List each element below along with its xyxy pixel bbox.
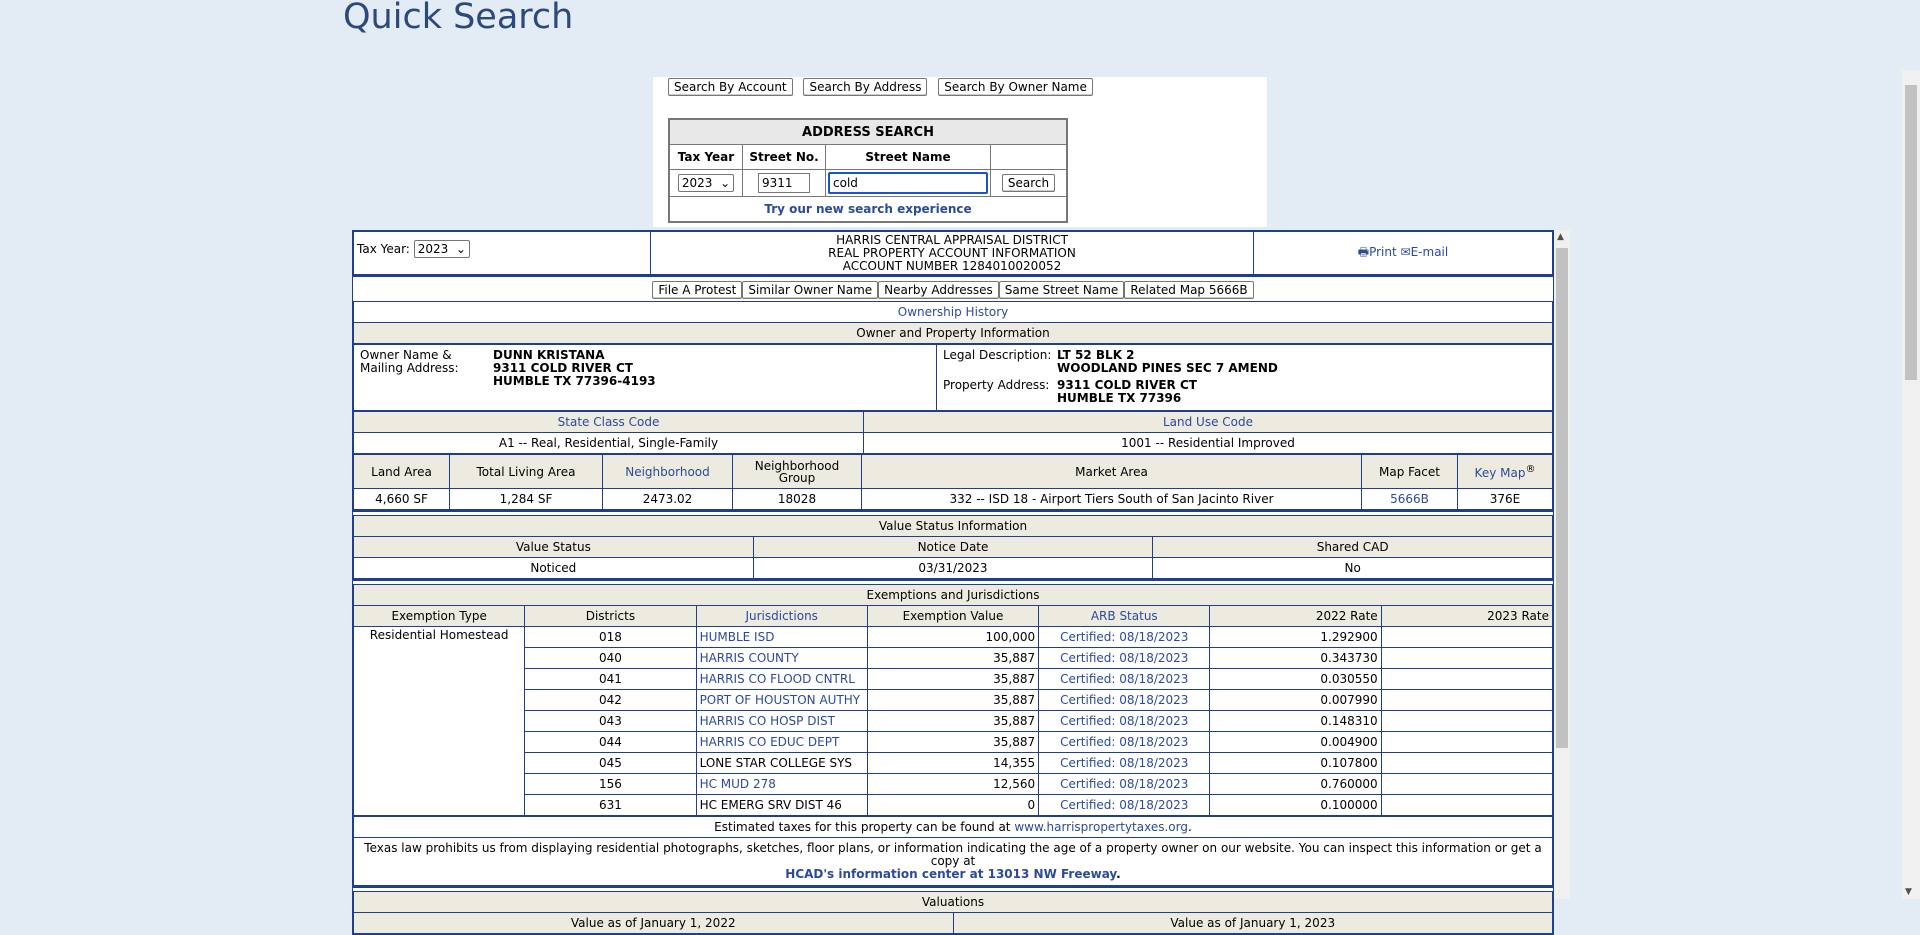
neighborhood-link[interactable]: Neighborhood: [625, 464, 710, 479]
exemptions-table: [353, 584, 1553, 816]
exemption-type-header: Exemption Type: [354, 606, 525, 627]
exemption-value-cell: [867, 690, 1038, 711]
exemption-row: [354, 648, 1553, 669]
exemption-value: 35,887: [993, 714, 1036, 728]
arb-status-link[interactable]: Certified: 08/18/2023: [1060, 651, 1189, 665]
estimated-taxes-suffix: .: [1187, 820, 1192, 834]
mailing-line-1: 9311 COLD RIVER CT: [493, 361, 633, 375]
page-title: Quick Search: [343, 0, 574, 37]
rate-2022-value: 0.760000: [1320, 777, 1378, 791]
chevron-down-icon: ⌄: [720, 176, 731, 190]
registered-mark: ®: [1525, 463, 1536, 475]
exemption-value: 35,887: [993, 735, 1036, 749]
rate-2022-value-cell: [1210, 732, 1381, 753]
district-code-cell: [525, 627, 696, 648]
exemptions-footer: [353, 816, 1553, 886]
exemption-row: [354, 795, 1553, 816]
exemption-value: 35,887: [993, 651, 1036, 665]
valuation-2022-header: Value as of January 1, 2022: [354, 913, 954, 934]
valuation-2023-header: Value as of January 1, 2023: [953, 913, 1553, 934]
tax-year-header: Tax Year: [670, 145, 743, 170]
district-code-cell: [525, 669, 696, 690]
exemption-value-cell: [867, 669, 1038, 690]
neighborhood-group-header-2: Group: [778, 470, 816, 485]
district-code: 043: [598, 714, 622, 728]
arb-status-link-cell: [1039, 732, 1210, 753]
arb-status-link[interactable]: Certified: 08/18/2023: [1060, 672, 1189, 686]
exemption-value-cell: [867, 795, 1038, 816]
arb-status-link-cell: [1039, 774, 1210, 795]
jurisdiction-name[interactable]: HARRIS CO EDUC DEPT: [699, 735, 840, 749]
rate-2022-value-cell: [1210, 690, 1381, 711]
owner-name: DUNN KRISTANA: [493, 348, 605, 362]
rate-2022-value: 1.292900: [1320, 630, 1378, 644]
street-no-header: Street No.: [743, 145, 826, 170]
district-code-cell: [525, 648, 696, 669]
blank-header: [991, 145, 1067, 170]
jurisdiction-name-cell: [696, 648, 867, 669]
property-address-line-1: 9311 COLD RIVER CT: [1057, 378, 1197, 392]
district-code-cell: [525, 795, 696, 816]
exemption-value-cell: [867, 627, 1038, 648]
detail-tax-year-value: 2023: [417, 242, 449, 256]
jurisdiction-name[interactable]: HUMBLE ISD: [699, 630, 775, 644]
owner-label-1: Owner Name &: [360, 348, 452, 362]
rate-2023-value-cell: [1381, 711, 1552, 732]
district-code-cell: [525, 774, 696, 795]
page-scroll-thumb[interactable]: [1905, 85, 1917, 380]
account-header: [353, 231, 1553, 275]
legal-label: Legal Description:: [943, 348, 1052, 362]
harris-property-taxes-link[interactable]: www.harrispropertytaxes.org: [1014, 820, 1188, 834]
district-code-cell: [525, 690, 696, 711]
key-map-value: 376E: [1458, 489, 1553, 510]
notice-date-header: Notice Date: [753, 537, 1153, 558]
related-map-button[interactable]: Related Map 5666B: [1124, 281, 1253, 299]
shared-cad-header: Shared CAD: [1153, 537, 1553, 558]
property-address-line-2: HUMBLE TX 77396: [1057, 391, 1182, 405]
market-area-header: Market Area: [862, 455, 1362, 489]
arb-status-link-cell: [1039, 753, 1210, 774]
district-code: 018: [598, 630, 622, 644]
jurisdiction-name[interactable]: HARRIS COUNTY: [699, 651, 799, 665]
street-no-input[interactable]: 9311: [758, 173, 810, 193]
exemption-value-cell: [867, 711, 1038, 732]
arb-status-link[interactable]: Certified: 08/18/2023: [1060, 630, 1189, 644]
account-number: ACCOUNT NUMBER 1284010020052: [842, 258, 1062, 273]
value-status-value: Noticed: [354, 558, 754, 579]
rate-2023-value-cell: [1381, 732, 1552, 753]
email-label: E-mail: [1410, 244, 1449, 259]
exemption-value: 12,560: [993, 777, 1036, 791]
arb-status-link-cell: [1039, 690, 1210, 711]
exemption-row: [354, 627, 1553, 648]
market-area-value: 332 -- ISD 18 - Airport Tiers South of San Jacinto River: [862, 489, 1362, 510]
search-panel: [653, 77, 1267, 227]
information-center-link[interactable]: HCAD's information center at 13013 NW Freeway: [785, 867, 1117, 881]
rate-2022-header: 2022 Rate: [1210, 606, 1381, 627]
living-area-header: Total Living Area: [450, 455, 603, 489]
rate-2023-value-cell: [1381, 627, 1552, 648]
rate-2023-value-cell: [1381, 774, 1552, 795]
jurisdiction-name: HC EMERG SRV DIST 46: [699, 798, 842, 812]
key-map-link[interactable]: Key Map: [1474, 465, 1526, 480]
similar-owner-button[interactable]: Similar Owner Name: [742, 281, 878, 299]
notice-suffix: .: [1116, 867, 1121, 881]
rate-2022-value-cell: [1210, 774, 1381, 795]
district-code-cell: [525, 732, 696, 753]
district-code: 042: [598, 693, 622, 707]
rate-2022-value: 0.004900: [1320, 735, 1378, 749]
owner-label-2: Mailing Address:: [360, 361, 459, 375]
jurisdiction-name: LONE STAR COLLEGE SYS: [699, 756, 853, 770]
district-code: 041: [598, 672, 622, 686]
exemption-type-value: Residential Homestead: [354, 627, 525, 816]
jurisdiction-name-cell: [696, 774, 867, 795]
jurisdiction-name[interactable]: PORT OF HOUSTON AUTHY: [699, 693, 861, 707]
tax-year-value: 2023: [681, 176, 713, 190]
rate-2023-value-cell: [1381, 753, 1552, 774]
exemption-value-cell: [867, 732, 1038, 753]
estimated-taxes-text: Estimated taxes for this property can be found at: [714, 820, 1015, 834]
account-detail: [352, 230, 1554, 935]
arb-status-link-cell: [1039, 648, 1210, 669]
district-code: 044: [598, 735, 622, 749]
same-street-button[interactable]: Same Street Name: [999, 281, 1125, 299]
mailing-line-2: HUMBLE TX 77396-4193: [493, 374, 656, 388]
exemption-value-cell: [867, 753, 1038, 774]
detail-scrollbar[interactable]: [1554, 230, 1570, 899]
neighborhood-value: 2473.02: [603, 489, 733, 510]
exemption-row: [354, 774, 1553, 795]
rate-2022-value-cell: [1210, 627, 1381, 648]
notice-date-value: 03/31/2023: [753, 558, 1153, 579]
rate-2022-value: 0.107800: [1320, 756, 1378, 770]
land-info: [353, 454, 1553, 510]
jurisdiction-name-cell: [696, 627, 867, 648]
district-code: 156: [598, 777, 622, 791]
ownership-history-link[interactable]: Ownership History: [897, 305, 1009, 319]
street-name-header: Street Name: [826, 145, 991, 170]
rate-2022-value-cell: [1210, 669, 1381, 690]
value-status-header: Value Status: [354, 537, 754, 558]
district-name: HARRIS CENTRAL APPRAISAL DISTRICT: [836, 232, 1068, 247]
value-status-title: Value Status Information: [354, 516, 1553, 537]
rate-2022-value: 0.100000: [1320, 798, 1378, 812]
exemption-row: [354, 753, 1553, 774]
rate-2022-value-cell: [1210, 753, 1381, 774]
exemption-value-header: Exemption Value: [867, 606, 1038, 627]
jurisdiction-name[interactable]: HC MUD 278: [699, 777, 776, 791]
rate-2023-value-cell: [1381, 795, 1552, 816]
jurisdiction-name-cell: [696, 669, 867, 690]
district-code: 040: [598, 651, 622, 665]
shared-cad-value: No: [1153, 558, 1553, 579]
rate-2023-header: 2023 Rate: [1381, 606, 1552, 627]
jurisdiction-name-cell: [696, 795, 867, 816]
rate-2022-value-cell: [1210, 648, 1381, 669]
land-use-value: 1001 -- Residential Improved: [864, 433, 1553, 454]
value-status: [353, 515, 1553, 579]
arb-status-link-cell: [1039, 669, 1210, 690]
jurisdiction-name-cell: [696, 711, 867, 732]
arb-status-link[interactable]: ARB Status: [1090, 609, 1158, 623]
search-tabs: [668, 78, 1100, 96]
class-codes: [353, 411, 1553, 454]
exemptions-title: Exemptions and Jurisdictions: [354, 585, 1553, 606]
exemption-value: 100,000: [985, 630, 1036, 644]
scroll-thumb[interactable]: [1556, 248, 1568, 748]
map-facet-header: Map Facet: [1362, 455, 1458, 489]
print-link[interactable]: [1358, 245, 1397, 259]
jurisdiction-name[interactable]: HARRIS CO HOSP DIST: [699, 714, 835, 728]
arb-status-link[interactable]: Certified: 08/18/2023: [1060, 714, 1189, 728]
rate-2022-value: 0.148310: [1320, 714, 1378, 728]
rate-2023-value-cell: [1381, 690, 1552, 711]
exemption-row: [354, 690, 1553, 711]
rate-2022-value-cell: [1210, 795, 1381, 816]
arb-status-link[interactable]: Certified: 08/18/2023: [1060, 777, 1189, 791]
exemption-row: [354, 711, 1553, 732]
exemption-value-cell: [867, 774, 1038, 795]
photo-notice-text: Texas law prohibits us from displaying residential photographs, sketches, floor plans, or information indicating the age of a property owner on our website. You can inspect this information or get a copy at: [364, 841, 1542, 868]
state-class-value: A1 -- Real, Residential, Single-Family: [354, 433, 864, 454]
tax-year-label: Tax Year:: [357, 242, 410, 256]
arb-status-link[interactable]: Certified: 08/18/2023: [1060, 798, 1189, 812]
valuations: [353, 891, 1553, 934]
exemption-value: 0: [1027, 798, 1036, 812]
district-code-cell: [525, 753, 696, 774]
arb-status-link-cell: [1039, 627, 1210, 648]
rate-2022-value: 0.030550: [1320, 672, 1378, 686]
new-search-experience-link[interactable]: Try our new search experience: [764, 202, 972, 216]
nearby-addresses-button[interactable]: Nearby Addresses: [878, 281, 999, 299]
file-protest-button[interactable]: File A Protest: [652, 281, 742, 299]
neighborhood-group-header-1: Neighborhood: [754, 458, 840, 473]
land-area-value: 4,660 SF: [354, 489, 450, 510]
arb-status-link[interactable]: Certified: 08/18/2023: [1060, 693, 1189, 707]
jurisdiction-name[interactable]: HARRIS CO FLOOD CNTRL: [699, 672, 855, 686]
legal-line-1: LT 52 BLK 2: [1057, 348, 1135, 362]
arb-status-link[interactable]: Certified: 08/18/2023: [1060, 756, 1189, 770]
land-area-header: Land Area: [354, 455, 450, 489]
owner-property-info: [353, 344, 1553, 411]
scroll-up-icon[interactable]: ▲: [1557, 232, 1564, 242]
search-by-address-button[interactable]: Search By Address: [803, 78, 927, 96]
exemption-value: 14,355: [993, 756, 1036, 770]
page-scrollbar[interactable]: [1902, 70, 1920, 899]
account-info-title: REAL PROPERTY ACCOUNT INFORMATION: [828, 245, 1076, 260]
district-code: 631: [598, 798, 622, 812]
printer-icon: 🖶: [1357, 244, 1370, 259]
jurisdiction-name-cell: [696, 732, 867, 753]
exemption-row: [354, 732, 1553, 753]
rate-2022-value: 0.007990: [1320, 693, 1378, 707]
arb-status-link-cell: [1039, 711, 1210, 732]
map-facet-link[interactable]: 5666B: [1390, 492, 1429, 506]
jurisdiction-name-cell: [696, 690, 867, 711]
rate-2022-value: 0.343730: [1320, 651, 1378, 665]
chevron-down-icon: ⌄: [455, 242, 466, 256]
property-address-label: Property Address:: [943, 378, 1050, 392]
search-button[interactable]: Search: [1002, 174, 1055, 192]
street-name-input[interactable]: cold: [828, 172, 988, 194]
legal-line-2: WOODLAND PINES SEC 7 AMEND: [1057, 361, 1278, 375]
arb-status-link[interactable]: Certified: 08/18/2023: [1060, 735, 1189, 749]
districts-header: Districts: [525, 606, 696, 627]
address-search-box: [668, 118, 1068, 223]
arb-status-link-cell: [1039, 795, 1210, 816]
jurisdictions-link[interactable]: Jurisdictions: [745, 609, 818, 623]
search-by-account-button[interactable]: Search By Account: [668, 78, 793, 96]
rate-2022-value-cell: [1210, 711, 1381, 732]
action-buttons: [353, 280, 1553, 301]
exemption-value-cell: [867, 648, 1038, 669]
owner-section-title: Owner and Property Information: [354, 323, 1553, 344]
tax-year-select[interactable]: [678, 174, 734, 192]
rate-2023-value-cell: [1381, 648, 1552, 669]
district-code-cell: [525, 711, 696, 732]
land-use-code-link[interactable]: Land Use Code: [1162, 415, 1254, 429]
rate-2023-value-cell: [1381, 669, 1552, 690]
exemption-value: 35,887: [993, 693, 1036, 707]
neighborhood-group-value: 18028: [733, 489, 862, 510]
district-code: 045: [598, 756, 622, 770]
scroll-down-icon[interactable]: ▼: [1905, 887, 1912, 897]
search-by-owner-button[interactable]: Search By Owner Name: [938, 78, 1093, 96]
detail-tax-year-select[interactable]: [414, 240, 470, 258]
exemption-value: 35,887: [993, 672, 1036, 686]
jurisdiction-name-cell: [696, 753, 867, 774]
email-link[interactable]: [1401, 245, 1449, 259]
state-class-code-link[interactable]: State Class Code: [557, 415, 660, 429]
valuations-title: Valuations: [354, 892, 1553, 913]
envelope-icon: ✉: [1400, 244, 1411, 259]
exemption-row: [354, 669, 1553, 690]
address-search-title: ADDRESS SEARCH: [670, 120, 1067, 145]
living-area-value: 1,284 SF: [450, 489, 603, 510]
print-label: Print: [1369, 244, 1397, 259]
